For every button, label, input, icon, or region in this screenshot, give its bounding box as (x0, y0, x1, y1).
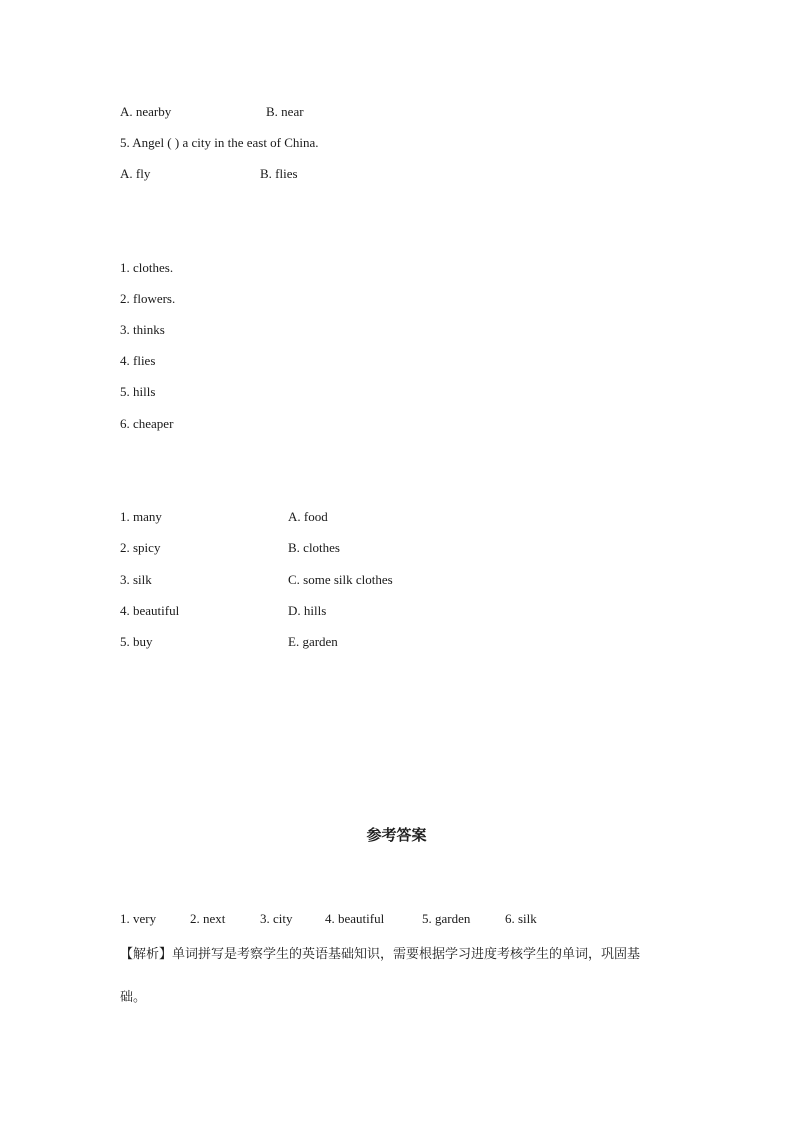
match-left-item: 2. spicy (120, 540, 161, 555)
answer-item: 4. beautiful (325, 911, 385, 926)
answer-key-title: 参考答案 (366, 826, 427, 844)
match-left-item: 1. many (120, 509, 162, 524)
list-item: 6. cheaper (120, 416, 174, 431)
match-right-item: A. food (288, 509, 328, 524)
answer-row (120, 911, 156, 927)
answer-item: 1. very (120, 911, 157, 926)
analysis-text: 【解析】单词拼写是考察学生的英语基础知识，需要根据学习进度考核学生的单词，巩固基 (120, 947, 641, 962)
q4-option-a: A. nearby (120, 104, 172, 119)
list-item: 4. flies (120, 353, 156, 368)
list-item: 2. flowers. (120, 291, 176, 306)
match-left-item: 3. silk (120, 572, 152, 587)
match-right-item: E. garden (288, 634, 338, 649)
match-right-item: D. hills (288, 603, 327, 618)
answer-item: 2. next (190, 911, 226, 926)
answer-item: 3. city (260, 911, 293, 926)
match-right-item: C. some silk clothes (288, 572, 393, 587)
match-left-item: 5. buy (120, 634, 153, 649)
list-item: 3. thinks (120, 322, 165, 337)
match-left-item: 4. beautiful (120, 603, 180, 618)
answer-item: 6. silk (505, 911, 537, 926)
q5-question: 5. Angel ( ) a city in the east of China. (120, 135, 319, 150)
q5-option-a: A. fly (120, 166, 151, 181)
q4-option-b: B. near (266, 104, 304, 119)
analysis-text-continued: 础。 (120, 990, 147, 1005)
list-item: 1. clothes. (120, 260, 174, 275)
answer-item: 5. garden (422, 911, 471, 926)
list-item: 5. hills (120, 384, 156, 399)
q5-option-b: B. flies (260, 166, 298, 181)
match-right-item: B. clothes (288, 540, 340, 555)
